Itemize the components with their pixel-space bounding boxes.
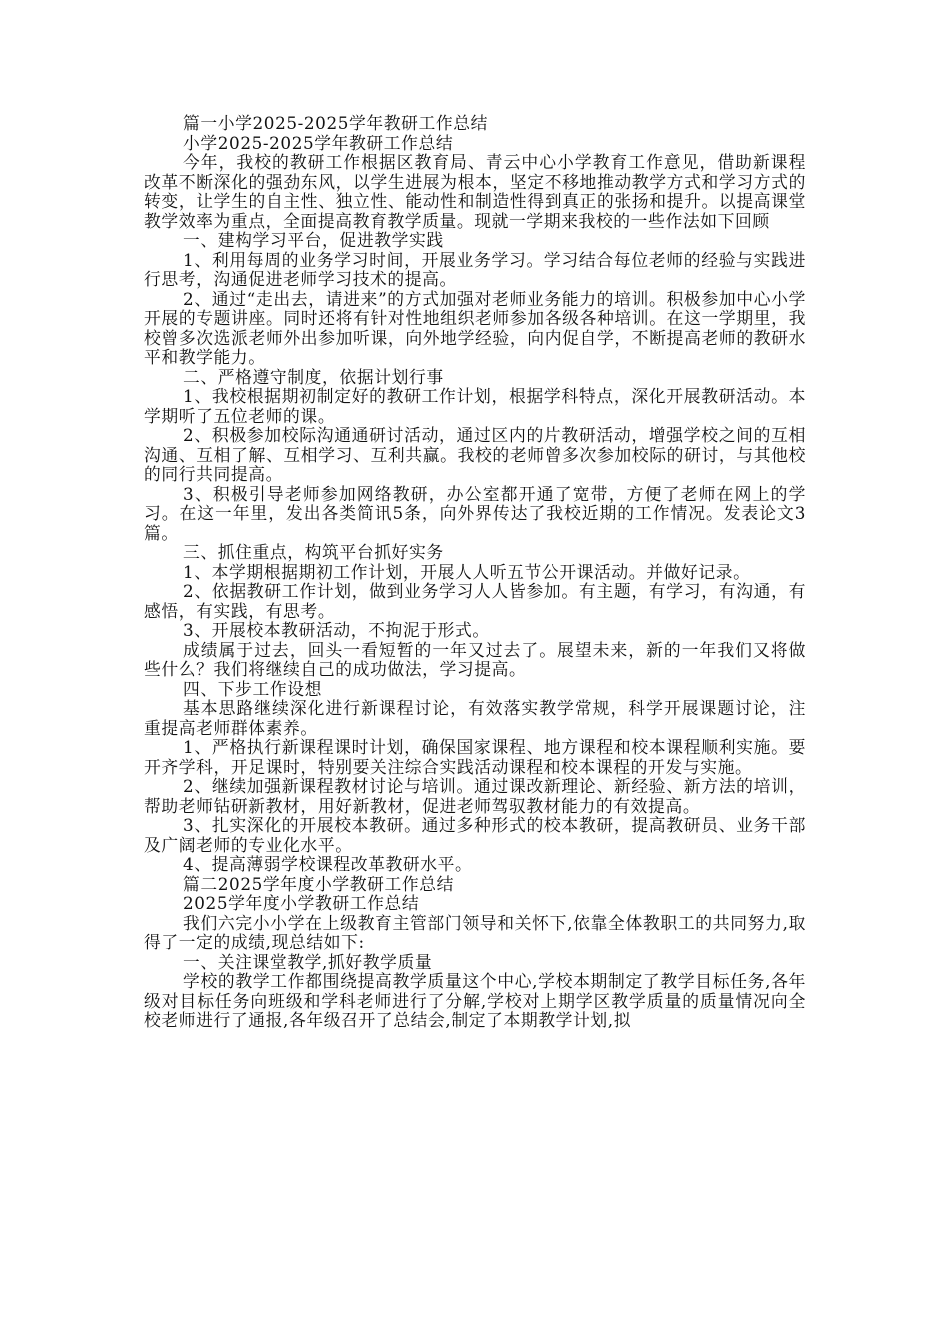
paragraph-8: 1、我校根据期初制定好的教研工作计划，根据学科特点，深化开展教研活动。本学期听了五位老师的课。	[144, 386, 806, 426]
paragraph-11: 三、抓住重点，构筑平台抓好实务	[183, 542, 444, 562]
paragraph-24: 我们六完小小学在上级教育主管部门领导和关怀下,依靠全体教职工的共同努力,取得了一定的成绩,现总结如下:	[144, 912, 806, 952]
paragraph-12: 1、本学期根据期初工作计划，开展人人听五节公开课活动。并做好记录。	[183, 561, 751, 582]
paragraph-16: 四、下步工作设想	[183, 678, 323, 699]
document-body	[144, 114, 806, 1031]
paragraph-1: 篇一小学2025-2025学年教研工作总结	[183, 113, 489, 133]
paragraph-5: 1、利用每周的业务学习时间，开展业务学习。学习结合每位老师的经验与实践进行思考，沟通促进老师学习技术的提高。	[144, 249, 806, 289]
paragraph-23: 2025学年度小学教研工作总结	[183, 893, 420, 913]
paragraph-20: 3、扎实深化的开展校本教研。通过多种形式的校本教研，提高教研员、业务干部及广阔老师的专业化水平。	[144, 815, 806, 855]
paragraph-26: 学校的教学工作都围绕提高教学质量这个中心,学校本期制定了教学目标任务,各年级对目标任务向班级和学科老师进行了分解,学校对上期学区教学质量的质量情况向全校老师进行了通报,各年级召开了总结会,制定了本期教学计划,拟	[144, 971, 806, 1030]
paragraph-7: 二、严格遵守制度，依据计划行事	[183, 366, 444, 387]
paragraph-22: 篇二2025学年度小学教研工作总结	[183, 873, 455, 894]
paragraph-18: 1、严格执行新课程课时计划，确保国家课程、地方课程和校本课程顺利实施。要开齐学科，开足课时，特别要关注综合实践活动课程和校本课程的开发与实施。	[144, 737, 806, 777]
paragraph-6: 2、通过“走出去，请进来”的方式加强对老师业务能力的培训。积极参加中心小学开展的专题讲座。同时还将有针对性地组织老师参加各级各种培训。在这一学期里，我校曾多次选派老师外出参加听课，向外地学经验，向内促自学，不断提高老师的教研水平和教学能力。	[144, 288, 806, 367]
paragraph-21: 4、提高薄弱学校课程改革教研水平。	[183, 854, 473, 874]
paragraph-4: 一、建构学习平台，促进教学实践	[183, 230, 444, 250]
paragraph-14: 3、开展校本教研活动，不拘泥于形式。	[183, 620, 490, 640]
paragraph-9: 2、积极参加校际沟通通研讨活动，通过区内的片教研活动，增强学校之间的互相沟通、互相了解、互相学习、互利共赢。我校的老师曾多次参加校际的研讨，与其他校的同行共同提高。	[144, 425, 806, 484]
paragraph-15: 成绩属于过去，回头一看短暂的一年又过去了。展望未来，新的一年我们又将做些什么？我们将继续自己的成功做法，学习提高。	[144, 639, 806, 679]
paragraph-3: 今年，我校的教研工作根据区教育局、青云中心小学教育工作意见，借助新课程改革不断深化的强劲东风，以学生进展为根本，坚定不移地推动教学方式和学习方式的转变，让学生的自主性、独立性、能动性和制造性得到真正的张扬和提升。以提高课堂教学效率为重点，全面提高教育教学质量。现就一学期来我校的一些作法如下回顾	[144, 152, 806, 231]
paragraph-25: 一、关注课堂教学,抓好教学质量	[183, 951, 433, 972]
paragraph-17: 基本思路继续深化进行新课程讨论，有效落实教学常规，科学开展课题讨论，注重提高老师群体素养。	[144, 698, 806, 738]
paragraph-10: 3、积极引导老师参加网络教研，办公室都开通了宽带，方便了老师在网上的学习。在这一年里，发出各类简讯5条，向外界传达了我校近期的工作情况。发表论文3篇。	[144, 483, 806, 543]
paragraph-2: 小学2025-2025学年教研工作总结	[183, 132, 454, 153]
paragraph-19: 2、继续加强新课程教材讨论与培训。通过课改新理论、新经验、新方法的培训，帮助老师钻研新教材，用好新教材，促进老师驾驭教材能力的有效提高。	[144, 776, 806, 816]
paragraph-13: 2、依据教研工作计划，做到业务学习人人皆参加。有主题，有学习，有沟通，有感悟，有实践，有思考。	[144, 581, 806, 621]
